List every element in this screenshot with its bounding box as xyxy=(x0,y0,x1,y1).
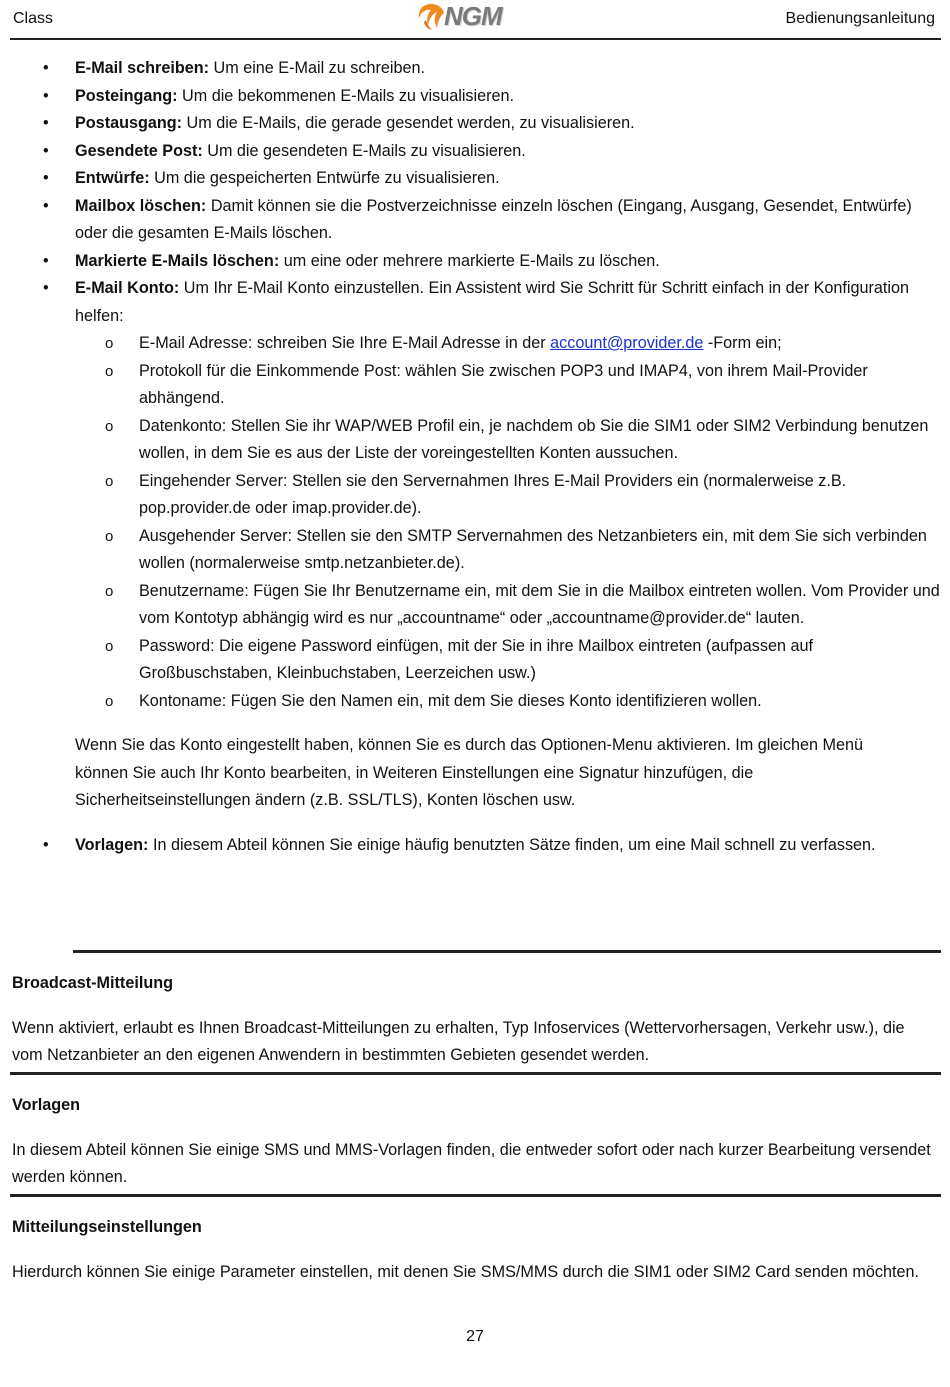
section-body: Hierdurch können Sie einige Parameter einstellen, mit denen Sie SMS/MMS durch die SIM1 oder SIM2 Card senden möchten. xyxy=(12,1262,919,1281)
divider xyxy=(10,1072,941,1075)
bullet-icon: • xyxy=(43,251,49,270)
item-term: E-Mail Konto: xyxy=(75,279,180,297)
ngm-logo-swirl-icon xyxy=(416,2,446,32)
list-item xyxy=(0,55,950,83)
circle-bullet-icon: o xyxy=(105,362,114,380)
bullet-icon: • xyxy=(43,86,49,105)
sub-item-text: Ausgehender Server: Stellen sie den SMTP Servernahmen des Netzanbieters ein, mit dem Sie sich verbinden wollen (normalerweise smtp.netzanbieter.de). xyxy=(139,526,927,572)
item-term: E-Mail schreiben: xyxy=(75,59,210,77)
sub-item-text: E-Mail Adresse: schreiben Sie Ihre E-Mail Adresse in der xyxy=(139,334,551,352)
item-text: Um die bekommenen E-Mails zu visualisieren. xyxy=(177,86,514,105)
bullet-icon: • xyxy=(43,196,49,215)
sub-list-item xyxy=(0,633,950,688)
sub-list-item xyxy=(0,413,950,468)
section-body: In diesem Abteil können Sie einige SMS und MMS-Vorlagen finden, die entweder sofort oder nach kurzer Bearbeitung versendet werden können. xyxy=(12,1140,931,1186)
sub-list-item xyxy=(0,688,950,716)
bullet-icon: • xyxy=(43,169,49,187)
header-class-label: Class xyxy=(13,10,54,27)
sub-list-item xyxy=(0,358,950,413)
item-term: Gesendete Post: xyxy=(75,141,203,160)
ngm-logo-text: NGM xyxy=(444,1,502,31)
circle-bullet-icon: o xyxy=(105,335,114,352)
list-item xyxy=(0,83,950,111)
ngm-logo xyxy=(416,0,526,34)
circle-bullet-icon: o xyxy=(105,527,114,545)
sub-item-text: Kontoname: Fügen Sie den Namen ein, mit dem Sie dieses Konto identifizieren wollen. xyxy=(139,691,762,710)
item-term: Markierte E-Mails löschen: xyxy=(75,251,280,270)
item-text: Um Ihr E-Mail Konto einzustellen. Ein Assistent wird Sie Schritt für Schritt einfach in der Konfiguration helfen: xyxy=(75,279,909,325)
circle-bullet-icon: o xyxy=(105,692,114,710)
section-templates xyxy=(12,1092,937,1192)
divider xyxy=(10,1194,941,1197)
list-item xyxy=(0,110,950,138)
list-item xyxy=(0,275,950,330)
section-broadcast xyxy=(12,970,937,1070)
divider xyxy=(73,950,941,953)
page-number: 27 xyxy=(466,1328,484,1345)
item-text: um eine oder mehrere markierte E-Mails zu löschen. xyxy=(279,251,660,270)
bullet-icon: • xyxy=(43,114,49,132)
email-menu-list xyxy=(0,55,950,330)
section-title: Broadcast-Mitteilung xyxy=(12,974,173,992)
templates-list xyxy=(0,832,950,860)
list-item xyxy=(0,165,950,193)
sub-item-text: Protokoll für die Einkommende Post: wählen Sie zwischen POP3 und IMAP4, von ihrem Mail-Provider abhängend. xyxy=(139,361,868,407)
item-text: Um die gesendeten E-Mails zu visualisieren. xyxy=(202,141,526,160)
bullet-icon: • xyxy=(43,141,49,160)
header-manual-label: Bedienungsanleitung xyxy=(785,10,935,27)
sub-item-text: -Form ein; xyxy=(703,334,782,352)
item-text: Damit können sie die Postverzeichnisse einzeln löschen (Eingang, Ausgang, Gesendet, Entwürfe) oder die gesamten E-Mails löschen. xyxy=(75,196,912,242)
list-item xyxy=(0,832,950,860)
item-term: Entwürfe: xyxy=(75,169,150,187)
sub-item-text: Datenkonto: Stellen Sie ihr WAP/WEB Profil ein, je nachdem ob Sie die SIM1 oder SIM2 Verbindung benutzen wollen, in dem Sie es aus der Liste der voreingestellten Konten aussuchen. xyxy=(139,416,929,462)
sub-item-text: Eingehender Server: Stellen sie den Servernahmen Ihres E-Mail Providers ein (normalerweise z.B. pop.provider.de oder imap.provider.de). xyxy=(139,471,847,517)
circle-bullet-icon: o xyxy=(105,582,114,600)
sub-list-item xyxy=(0,330,950,358)
item-text: Um eine E-Mail zu schreiben. xyxy=(209,59,425,77)
list-item xyxy=(0,193,950,248)
page-header xyxy=(10,0,941,40)
section-body: Wenn aktiviert, erlaubt es Ihnen Broadcast-Mitteilungen zu erhalten, Typ Infoservices (Wettervorhersagen, Verkehr usw.), die vom Netzanbieter an den eigenen Anwendern in bestimmten Gebieten gesendet werden. xyxy=(12,1018,905,1064)
circle-bullet-icon: o xyxy=(105,637,114,655)
section-title: Vorlagen xyxy=(12,1096,81,1114)
list-item xyxy=(0,248,950,276)
bullet-icon: • xyxy=(43,59,49,77)
account-wizard-steps xyxy=(0,330,950,715)
sub-list-item xyxy=(0,578,950,633)
item-term: Postausgang: xyxy=(75,114,183,132)
item-term: Mailbox löschen: xyxy=(75,196,207,215)
item-term: Posteingang: xyxy=(75,86,178,105)
email-example-link[interactable]: account@provider.de xyxy=(550,334,704,352)
item-term: Vorlagen: xyxy=(75,835,149,854)
main-content xyxy=(0,55,950,859)
sub-item-text: Benutzername: Fügen Sie Ihr Benutzername ein, mit dem Sie in die Mailbox eintreten wollen. Vom Provider und vom Kontotyp abhängig wird es nur „accountname“ oder „accountname@provider.de“ lauten. xyxy=(139,581,940,627)
item-text: In diesem Abteil können Sie einige häufig benutzten Sätze finden, um eine Mail schnell zu verfassen. xyxy=(148,835,876,854)
section-message-settings xyxy=(12,1214,937,1286)
circle-bullet-icon: o xyxy=(105,417,114,435)
account-paragraph: Wenn Sie das Konto eingestellt haben, können Sie es durch das Optionen-Menu aktivieren. Im gleichen Menü können Sie auch Ihr Konto bearbeiten, in Weiteren Einstellungen eine Signatur hinzufügen, die Sicherheitseinstellungen ändern (z.B. SSL/TLS), Konten löschen usw. xyxy=(75,736,863,809)
bullet-icon: • xyxy=(43,835,49,854)
circle-bullet-icon: o xyxy=(105,472,114,490)
sub-item-text: Password: Die eigene Password einfügen, mit der Sie in ihre Mailbox eintreten (aufpassen auf Großbuschstaben, Kleinbuchstaben, Leerzeichen usw.) xyxy=(139,636,813,682)
item-text: Um die E-Mails, die gerade gesendet werden, zu visualisieren. xyxy=(182,114,635,132)
section-title: Mitteilungseinstellungen xyxy=(12,1218,202,1236)
list-item xyxy=(0,138,950,166)
item-text: Um die gespeicherten Entwürfe zu visualisieren. xyxy=(149,169,500,187)
sub-list-item xyxy=(0,523,950,578)
sub-list-item xyxy=(0,468,950,523)
bullet-icon: • xyxy=(43,279,49,297)
